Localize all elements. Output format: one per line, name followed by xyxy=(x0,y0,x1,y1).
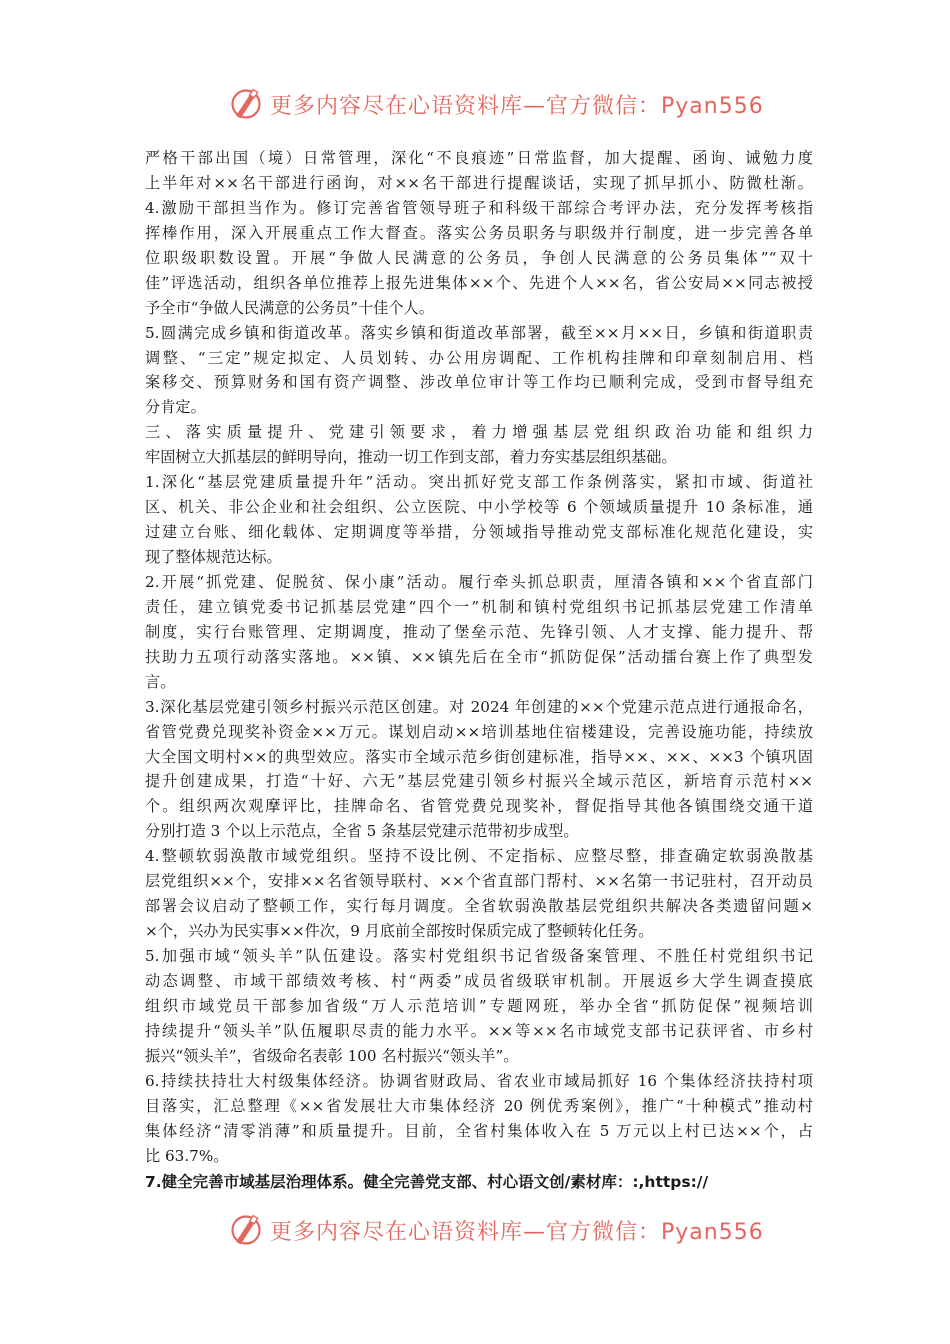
text-line: 区、机关、非公企业和社会组织、公立医院、中小学校等 6 个领域质量提升 10 条标准，通 xyxy=(145,498,813,517)
text-line: 挥棒作用，深入开展重点工作大督查。落实公务员职务与职级并行制度，进一步完善各单 xyxy=(145,223,813,242)
text-line: 牢固树立大抓基层的鲜明导向，推动一切工作到支部，着力夯实基层组织基础。 xyxy=(145,448,677,467)
text-line: 分肯定。 xyxy=(145,398,206,417)
banner-text: 更多内容尽在心语资料库—官方微信：Pyan556 xyxy=(270,93,764,119)
text-line: 制度，实行台账管理、定期调度，推动了堡垒示范、先锋引领、人才支撑、能力提升、帮 xyxy=(145,622,813,641)
text-line: 省管党费兑现奖补资金××万元。谋划启动××培训基地住宿楼建设，完善设施功能，持续放 xyxy=(145,722,813,741)
text-line: 予全市“争做人民满意的公务员”十佳个人。 xyxy=(145,298,434,317)
final-heading-line: 7.健全完善市域基层治理体系。健全完善党支部、村心语文创/素材库：:,https:// xyxy=(145,1173,709,1192)
text-line: 过建立台账、细化载体、定期调度等举措，分领域指导推动党支部标准化规范化建设，实 xyxy=(145,523,813,542)
text-line: 大全国文明村××的典型效应。落实市全域示范乡街创建标准，指导××、××、××3 个镇巩固 xyxy=(145,747,813,766)
pen-logo-icon xyxy=(228,86,264,122)
text-line: 组织市域党员干部参加省级“万人示范培训”专题网班，举办全省“抓防促保”视频培训 xyxy=(145,996,813,1015)
text-line: 6.持续扶持壮大村级集体经济。协调省财政局、省农业市域局抓好 16 个集体经济扶持村项 xyxy=(145,1071,813,1090)
footer-banner xyxy=(228,1210,764,1250)
text-line: 个。组织两次观摩评比，挂牌命名、省管党费兑现奖补，督促指导其他各镇围绕交通干道 xyxy=(145,797,813,816)
text-line: 责任，建立镇党委书记抓基层党建“四个一”机制和镇村党组织书记抓基层党建工作清单 xyxy=(145,597,813,616)
text-line: 调整、“三定”规定拟定、人员划转、办公用房调配、工作机构挂牌和印章刻制启用、档 xyxy=(145,348,813,367)
text-line: 提升创建成果，打造“十好、六无”基层党建引领乡村振兴全域示范区，新培育示范村×× xyxy=(145,772,813,791)
text-line: 上半年对××名干部进行函询，对××名干部进行提醒谈话，实现了抓早抓小、防微杜渐。 xyxy=(145,173,813,192)
text-line: 层党组织××个，安排××名省领导联村、××个省直部门帮村、××名第一书记驻村，召开动员 xyxy=(145,872,813,891)
text-line: 2.开展“抓党建、促脱贫、保小康”活动。履行牵头抓总职责，厘清各镇和××个省直部门 xyxy=(145,572,813,591)
text-line: 5.加强市域“领头羊”队伍建设。落实村党组织书记省级备案管理、不胜任村党组织书记 xyxy=(145,947,813,965)
text-line: 扶助力五项行动落实落地。××镇、××镇先后在全市“抓防促保”活动擂台赛上作了典型发 xyxy=(145,647,813,666)
text-line: 比 63.7%。 xyxy=(145,1146,229,1165)
text-line: 严格干部出国（境）日常管理，深化“不良痕迹”日常监督，加大提醒、函询、诫勉力度 xyxy=(145,149,813,167)
header-banner xyxy=(228,84,764,124)
text-line: 3.深化基层党建引领乡村振兴示范区创建。对 2024 年创建的××个党建示范点进行通报命名， xyxy=(145,697,813,716)
text-line: 现了整体规范达标。 xyxy=(145,548,282,566)
text-line: 动态调整、市域干部绩效考核、村“两委”成员省级联审机制。开展返乡大学生调查摸底 xyxy=(145,971,813,990)
document-body xyxy=(145,146,813,1195)
text-line: 4.整顿软弱涣散市域党组织。坚持不设比例、不定指标、应整尽整，排查确定软弱涣散基 xyxy=(145,847,813,866)
banner-text: 更多内容尽在心语资料库—官方微信：Pyan556 xyxy=(270,1219,764,1245)
text-line: 案移交、预算财务和国有资产调整、涉改单位审计等工作均已顺利完成，受到市督导组充 xyxy=(145,373,813,392)
text-line: 部署会议启动了整顿工作，实行每月调度。全省软弱涣散基层党组织共解决各类遗留问题× xyxy=(145,897,813,916)
text-line: 集体经济“清零消薄”和质量提升。目前，全省村集体收入在 5 万元以上村已达××个，占 xyxy=(145,1121,813,1140)
text-line: ×个，兴办为民实事××件次，9 月底前全部按时保质完成了整顿转化任务。 xyxy=(145,922,654,941)
text-line: 1.深化“基层党建质量提升年”活动。突出抓好党支部工作条例落实，紧扣市域、街道社 xyxy=(145,473,813,492)
text-line: 持续提升“领头羊”队伍履职尽责的能力水平。××等××名市域党支部书记获评省、市乡村 xyxy=(145,1021,813,1040)
text-line: 言。 xyxy=(145,672,176,691)
text-line: 位职级职数设置。开展“争做人民满意的公务员，争创人民满意的公务员集体”“双十 xyxy=(145,248,813,267)
text-line: 目落实，汇总整理《××省发展壮大市集体经济 20 例优秀案例》，推广“十种模式”推动村 xyxy=(145,1096,813,1115)
text-line: 三、落实质量提升、党建引领要求，着力增强基层党组织政治功能和组织力 xyxy=(145,423,813,442)
pen-logo-icon xyxy=(228,1212,264,1248)
text-line: 5.圆满完成乡镇和街道改革。落实乡镇和街道改革部署，截至××月××日，乡镇和街道职责 xyxy=(145,323,813,342)
text-line: 分别打造 3 个以上示范点，全省 5 条基层党建示范带初步成型。 xyxy=(145,822,579,841)
text-line: 振兴“领头羊”，省级命名表彰 100 名村振兴“领头羊”。 xyxy=(145,1046,519,1065)
text-line: 4.激励干部担当作为。修订完善省管领导班子和科级干部综合考评办法，充分发挥考核指 xyxy=(145,198,813,217)
text-line: 佳”评选活动，组织各单位推荐上报先进集体××个、先进个人××名，省公安局××同志被授 xyxy=(145,273,813,292)
